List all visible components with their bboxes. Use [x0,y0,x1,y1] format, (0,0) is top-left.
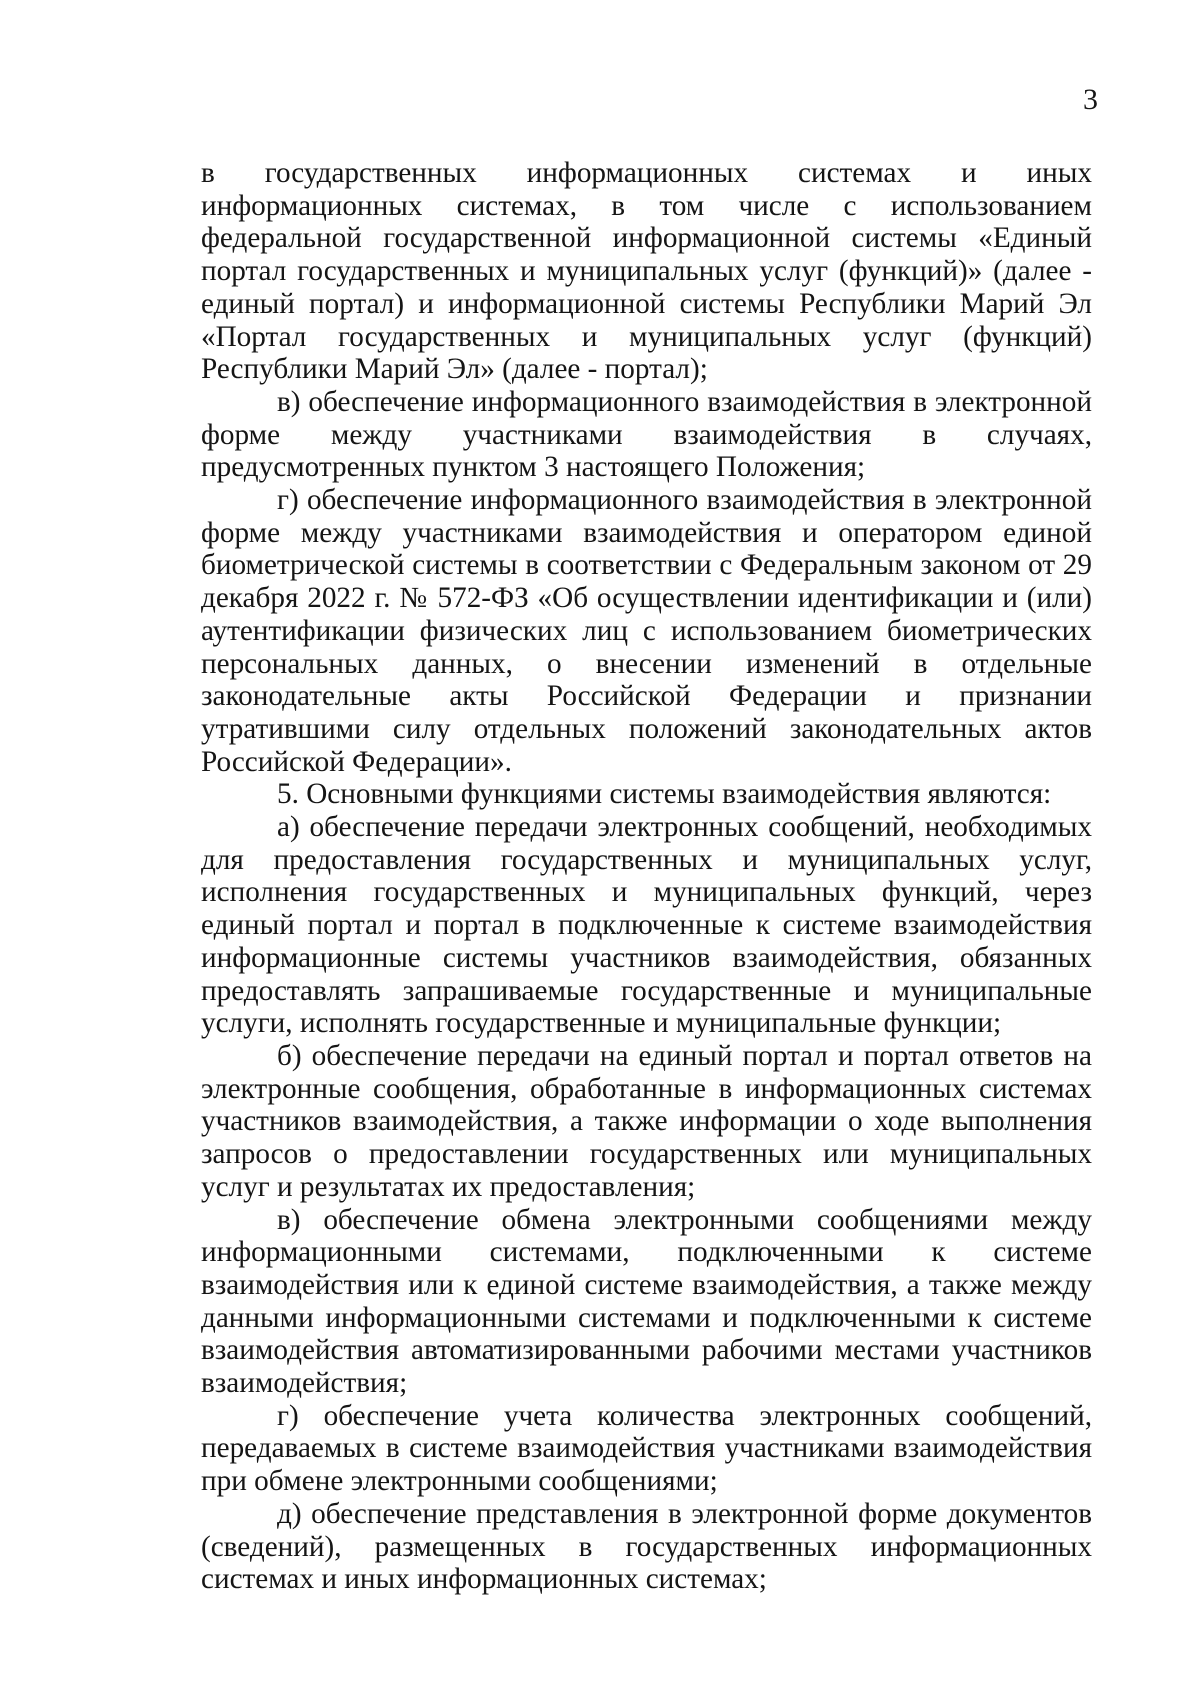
paragraph-item-b: б) обеспечение передачи на единый портал и портал ответов на электронные сообщения, обработанные в информационных системах участников взаимодействия, а также информации о ходе выполнения запросов о предоставлении государственных или муниципальных услуг и результатах их предоставления; [201,1039,1092,1203]
page-number: 3 [1083,83,1098,116]
paragraph-item-v-2: в) обеспечение обмена электронными сообщениями между информационными системами, подключенными к системе взаимодействия или к единой системе взаимодействия, а также между данными информационными системами и подключенными к системе взаимодействия автоматизированными рабочими местами участников взаимодействия; [201,1203,1092,1400]
paragraph-continuation: в государственных информационных системах и иных информационных системах, в том числе с использованием федеральной государственной информационной системы «Единый портал государственных и муниципальных услуг (функций)» (далее - единый портал) и информационной системы Республики Марий Эл «Портал государственных и муниципальных услуг (функций) Республики Марий Эл» (далее - портал); [201,157,1092,386]
paragraph-item-v: в) обеспечение информационного взаимодействия в электронной форме между участниками взаимодействия в случаях, предусмотренных пунктом 3 настоящего Положения; [201,385,1092,484]
paragraph-item-a: а) обеспечение передачи электронных сообщений, необходимых для предоставления государственных и муниципальных услуг, исполнения государственных и муниципальных функций, через единый портал и портал в подключенные к системе взаимодействия информационные системы участников взаимодействия, обязанных предоставлять запрашиваемые государственные и муниципальные услуги, исполнять государственные и муниципальные функции; [201,811,1092,1040]
paragraph-item-g: г) обеспечение информационного взаимодействия в электронной форме между участниками взаимодействия и оператором единой биометрической системы в соответствии с Федеральным законом от 29 декабря 2022 г. № 572-ФЗ «Об осуществлении идентификации и (или) аутентификации физических лиц с использованием биометрических персональных данных, о внесении изменений в отдельные законодательные акты Российской Федерации и признании утратившими силу отдельных положений законодательных актов Российской Федерации». [201,484,1092,778]
paragraph-section-5: 5. Основными функциями системы взаимодействия являются: [277,778,1052,811]
paragraph-item-g-2: г) обеспечение учета количества электронных сообщений, передаваемых в системе взаимодействия участниками взаимодействия при обмене электронными сообщениями; [201,1399,1092,1498]
paragraph-item-d: д) обеспечение представления в электронной форме документов (сведений), размещенных в государственных информационных системах и иных информационных системах; [201,1497,1092,1596]
document-body [201,157,1092,1596]
